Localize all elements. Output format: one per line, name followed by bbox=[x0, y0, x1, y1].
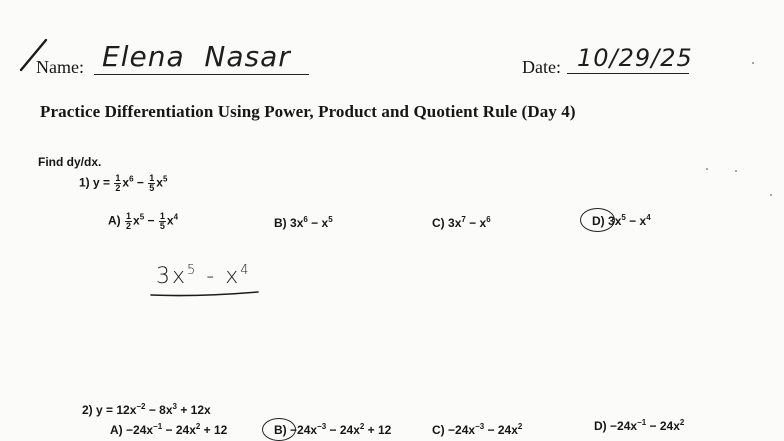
q1-a-term-1: x bbox=[133, 213, 140, 228]
q1-c-term-2: − x bbox=[465, 216, 487, 230]
q2-c-term-2: − 24x bbox=[484, 423, 518, 437]
q1-f1-den: 2 bbox=[115, 183, 121, 193]
q2-exp-1: −2 bbox=[136, 402, 146, 411]
q1-exp-1: 6 bbox=[129, 174, 134, 184]
q1-f2-den: 5 bbox=[149, 183, 155, 193]
q2-term-3: + 12x bbox=[176, 403, 211, 417]
q2-exp-2: 3 bbox=[172, 402, 177, 411]
speck bbox=[770, 194, 772, 196]
q1-choice-b[interactable] bbox=[274, 216, 333, 230]
q1-exp-2: 5 bbox=[162, 174, 168, 184]
speck bbox=[735, 170, 737, 172]
q1-b-exp-1: 6 bbox=[303, 215, 308, 224]
instruction: Find dy/dx. bbox=[38, 155, 102, 169]
q1-work-term-2: - x bbox=[197, 264, 241, 289]
q1-d-label: D) bbox=[592, 214, 605, 228]
question-2 bbox=[82, 403, 211, 417]
q2-a-exp-2: 2 bbox=[195, 422, 201, 431]
q1-handwritten-work bbox=[156, 264, 251, 289]
q2-choice-b[interactable] bbox=[274, 423, 391, 437]
speck bbox=[706, 168, 708, 170]
q1-d-exp-1: 5 bbox=[621, 213, 626, 222]
q2-term-2: − 8x bbox=[145, 403, 173, 417]
q2-a-term-3: + 12 bbox=[200, 423, 228, 437]
q1-f2-num: 1 bbox=[149, 173, 155, 183]
name-underline bbox=[94, 74, 309, 75]
q1-work-exp-1: 5 bbox=[187, 263, 198, 278]
q2-b-term-3: + 12 bbox=[364, 423, 392, 437]
q1-c-label: C) bbox=[432, 216, 445, 230]
q1-b-term-2: − x bbox=[307, 216, 329, 230]
q2-c-exp-1: −3 bbox=[475, 422, 485, 431]
q1-b-label: B) bbox=[274, 216, 287, 230]
q1-minus: − bbox=[136, 175, 144, 190]
name-label: Name: bbox=[36, 57, 84, 77]
q1-term-2: x bbox=[156, 175, 163, 190]
date-value[interactable]: 10/29/25 bbox=[577, 44, 693, 72]
q2-d-label: D) bbox=[594, 419, 607, 433]
q1-work-underline bbox=[148, 287, 263, 301]
q2-d-term-1: −24x bbox=[606, 419, 638, 433]
q2-choice-c[interactable] bbox=[432, 423, 522, 437]
q1-d-exp-2: 4 bbox=[646, 213, 651, 222]
q1-a-minus: − bbox=[147, 213, 155, 228]
q1-choice-c[interactable] bbox=[432, 216, 491, 230]
speck bbox=[752, 62, 754, 64]
q1-a-f2-num: 1 bbox=[159, 211, 165, 221]
q1-a-f2-den: 5 bbox=[159, 221, 165, 231]
q2-a-term-1: −24x bbox=[122, 423, 154, 437]
q1-c-exp-2: 6 bbox=[486, 215, 491, 224]
date-underline bbox=[567, 73, 689, 74]
q2-b-exp-1: −3 bbox=[317, 422, 327, 431]
q1-prefix: 1) y = bbox=[79, 175, 111, 190]
q1-a-exp-2: 4 bbox=[173, 212, 179, 222]
q1-fraction-2 bbox=[148, 174, 155, 193]
question-1 bbox=[79, 174, 167, 193]
q1-term-1: x bbox=[122, 175, 130, 190]
q2-b-label: B) bbox=[274, 423, 287, 437]
q1-c-exp-1: 7 bbox=[461, 215, 466, 224]
q1-a-exp-1: 5 bbox=[139, 212, 145, 222]
q1-work-exp-2: 4 bbox=[240, 263, 251, 278]
q2-c-term-1: −24x bbox=[444, 423, 476, 437]
q1-choice-a[interactable] bbox=[108, 212, 178, 231]
q2-c-label: C) bbox=[432, 423, 445, 437]
q2-choice-a[interactable] bbox=[110, 423, 227, 437]
q1-b-term-1: 3x bbox=[290, 216, 304, 230]
q1-b-exp-2: 5 bbox=[328, 215, 333, 224]
q2-a-exp-1: −1 bbox=[153, 422, 163, 431]
q1-c-term-1: 3x bbox=[448, 216, 462, 230]
q1-fraction-1 bbox=[114, 174, 121, 193]
q2-b-term-2: − 24x bbox=[326, 423, 360, 437]
q1-d-term-2: − x bbox=[625, 214, 647, 228]
q2-b-term-1: −24x bbox=[286, 423, 318, 437]
q1-d-term-1: 3x bbox=[608, 214, 622, 228]
q2-d-exp-1: −1 bbox=[637, 418, 647, 427]
q2-a-label: A) bbox=[110, 423, 123, 437]
date-label: Date: bbox=[522, 57, 561, 77]
q2-d-exp-2: 2 bbox=[679, 418, 685, 427]
q1-a-fraction-2 bbox=[159, 212, 166, 231]
q2-a-term-2: − 24x bbox=[162, 423, 196, 437]
q2-c-exp-2: 2 bbox=[517, 422, 523, 431]
q1-a-f1-num: 1 bbox=[126, 211, 132, 221]
q1-choice-d[interactable] bbox=[592, 214, 651, 228]
q2-term-1: 2) y = 12x bbox=[82, 403, 137, 417]
q1-work-term-1: 3x bbox=[156, 264, 188, 289]
q1-a-term-2: x bbox=[166, 213, 174, 228]
q2-choice-d[interactable] bbox=[594, 419, 684, 433]
q1-a-label: A) bbox=[108, 213, 121, 228]
q1-f1-num: 1 bbox=[115, 173, 121, 183]
q1-a-fraction-1 bbox=[125, 212, 132, 231]
q1-a-f1-den: 2 bbox=[126, 221, 132, 231]
q2-d-term-2: − 24x bbox=[646, 419, 680, 433]
q2-b-exp-2: 2 bbox=[359, 422, 365, 431]
name-value[interactable]: Elena Nasar bbox=[102, 40, 291, 73]
worksheet-title: Practice Differentiation Using Power, Product and Quotient Rule (Day 4) bbox=[40, 102, 576, 121]
